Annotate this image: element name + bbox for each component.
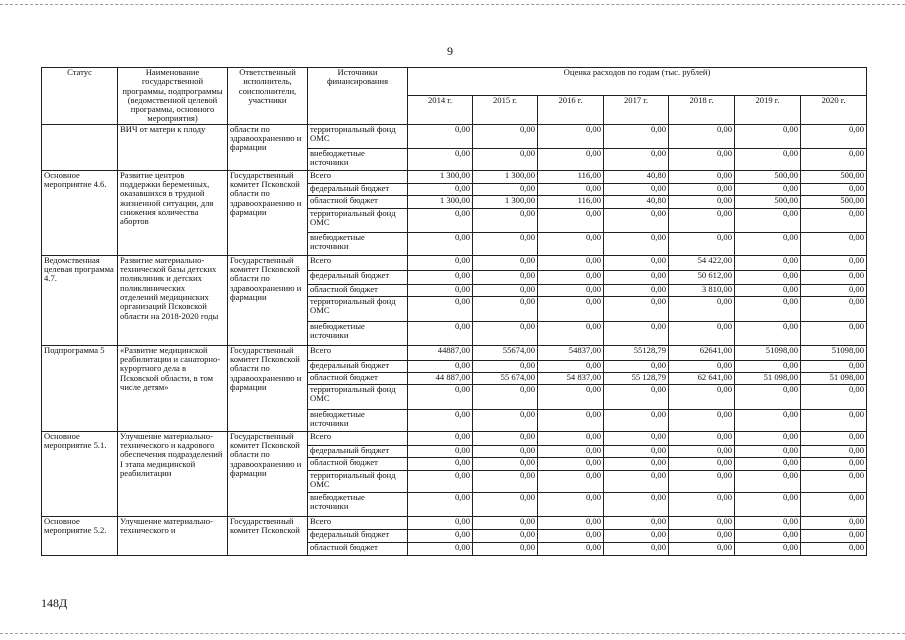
amount-cell: 0,00: [604, 457, 669, 470]
row-name: Улучшение материально-технического и: [118, 516, 228, 555]
amount-cell: 0,00: [408, 384, 473, 409]
amount-cell: 0,00: [669, 457, 735, 470]
funding-source: территориальный фонд ОМС: [308, 470, 408, 492]
funding-source: областной бюджет: [308, 284, 408, 296]
amount-cell: 50 612,00: [669, 270, 735, 284]
amount-cell: 0,00: [801, 529, 867, 542]
amount-cell: 0,00: [538, 492, 604, 516]
funding-source: территориальный фонд ОМС: [308, 296, 408, 321]
amount-cell: 0,00: [669, 431, 735, 445]
funding-source: Всего: [308, 170, 408, 183]
amount-cell: 0,00: [735, 445, 801, 457]
amount-cell: 0,00: [473, 445, 538, 457]
amount-cell: 0,00: [473, 516, 538, 529]
amount-cell: 0,00: [408, 183, 473, 195]
funding-source: Всего: [308, 431, 408, 445]
amount-cell: 0,00: [604, 409, 669, 431]
amount-cell: 0,00: [473, 321, 538, 345]
amount-cell: 0,00: [473, 529, 538, 542]
funding-source: внебюджетные источники: [308, 492, 408, 516]
amount-cell: 0,00: [801, 457, 867, 470]
amount-cell: 0,00: [473, 360, 538, 372]
header-estimate: Оценка расходов по годам (тыс. рублей): [408, 68, 867, 96]
amount-cell: 0,00: [801, 516, 867, 529]
amount-cell: 0,00: [669, 492, 735, 516]
amount-cell: 0,00: [604, 431, 669, 445]
funding-source: федеральный бюджет: [308, 445, 408, 457]
header-year: 2020 г.: [801, 96, 867, 124]
header-row: [42, 68, 867, 96]
funding-source: областной бюджет: [308, 372, 408, 384]
funding-source: территориальный фонд ОМС: [308, 384, 408, 409]
amount-cell: 0,00: [604, 516, 669, 529]
amount-cell: 500,00: [735, 170, 801, 183]
amount-cell: 0,00: [473, 409, 538, 431]
amount-cell: 0,00: [735, 321, 801, 345]
amount-cell: 116,00: [538, 170, 604, 183]
amount-cell: 0,00: [735, 124, 801, 148]
amount-cell: 0,00: [801, 208, 867, 232]
amount-cell: 0,00: [473, 470, 538, 492]
table-row: [42, 124, 867, 148]
row-name: Развитие материально-технической базы детских поликлиник и детских поликлинических отделений медицинских организаций Псковской области на 2018-2020 годы: [118, 255, 228, 345]
amount-cell: 0,00: [604, 321, 669, 345]
amount-cell: 55 674,00: [473, 372, 538, 384]
header-year: 2016 г.: [538, 96, 604, 124]
row-responsible: Государственный комитет Псковской области по здравоохранению и фармации: [228, 345, 308, 431]
amount-cell: 0,00: [669, 208, 735, 232]
header-sources: Источники финансирования: [308, 68, 408, 125]
amount-cell: 0,00: [604, 284, 669, 296]
amount-cell: 0,00: [801, 470, 867, 492]
row-name: ВИЧ от матери к плоду: [118, 124, 228, 170]
header-year: 2018 г.: [669, 96, 735, 124]
funding-source: областной бюджет: [308, 542, 408, 555]
amount-cell: 0,00: [801, 284, 867, 296]
amount-cell: 1 300,00: [473, 170, 538, 183]
amount-cell: 0,00: [408, 457, 473, 470]
amount-cell: 0,00: [538, 208, 604, 232]
amount-cell: 0,00: [735, 296, 801, 321]
amount-cell: 0,00: [604, 232, 669, 255]
budget-table: [41, 67, 867, 556]
header-year: 2019 г.: [735, 96, 801, 124]
amount-cell: 0,00: [538, 270, 604, 284]
funding-source: областной бюджет: [308, 457, 408, 470]
amount-cell: 0,00: [735, 470, 801, 492]
amount-cell: 0,00: [408, 445, 473, 457]
amount-cell: 0,00: [473, 431, 538, 445]
amount-cell: 0,00: [538, 183, 604, 195]
row-responsible: области по здравоохранению и фармации: [228, 124, 308, 170]
amount-cell: 51 098,00: [801, 372, 867, 384]
header-year: 2015 г.: [473, 96, 538, 124]
amount-cell: 54 422,00: [669, 255, 735, 270]
amount-cell: 0,00: [538, 409, 604, 431]
funding-source: федеральный бюджет: [308, 529, 408, 542]
row-name: «Развитие медицинской реабилитации и санаторно-курортного дела в Псковской области, в том числе детям»: [118, 345, 228, 431]
table-row: [42, 516, 867, 529]
amount-cell: 0,00: [408, 296, 473, 321]
amount-cell: 55 128,79: [604, 372, 669, 384]
amount-cell: 0,00: [604, 148, 669, 170]
amount-cell: 0,00: [801, 445, 867, 457]
amount-cell: 0,00: [538, 384, 604, 409]
amount-cell: 0,00: [669, 170, 735, 183]
amount-cell: 0,00: [735, 431, 801, 445]
amount-cell: 0,00: [538, 445, 604, 457]
amount-cell: 0,00: [669, 409, 735, 431]
amount-cell: 0,00: [669, 232, 735, 255]
funding-source: внебюджетные источники: [308, 409, 408, 431]
amount-cell: 51098,00: [801, 345, 867, 360]
funding-source: Всего: [308, 255, 408, 270]
amount-cell: 0,00: [735, 255, 801, 270]
amount-cell: 0,00: [538, 529, 604, 542]
amount-cell: 0,00: [735, 409, 801, 431]
amount-cell: 0,00: [669, 529, 735, 542]
amount-cell: 0,00: [669, 195, 735, 208]
amount-cell: 0,00: [408, 470, 473, 492]
amount-cell: 0,00: [473, 542, 538, 555]
amount-cell: 0,00: [735, 529, 801, 542]
row-responsible: Государственный комитет Псковской области по здравоохранению и фармации: [228, 431, 308, 516]
amount-cell: 1 300,00: [408, 170, 473, 183]
amount-cell: 0,00: [735, 183, 801, 195]
amount-cell: 54 837,00: [538, 372, 604, 384]
table-row: [42, 431, 867, 445]
amount-cell: 0,00: [604, 124, 669, 148]
amount-cell: 0,00: [473, 284, 538, 296]
amount-cell: 0,00: [538, 360, 604, 372]
amount-cell: 0,00: [538, 431, 604, 445]
amount-cell: 0,00: [538, 148, 604, 170]
amount-cell: 0,00: [473, 255, 538, 270]
amount-cell: 0,00: [735, 284, 801, 296]
amount-cell: 0,00: [735, 232, 801, 255]
amount-cell: 0,00: [538, 232, 604, 255]
table-body: [42, 124, 867, 555]
amount-cell: 500,00: [801, 195, 867, 208]
amount-cell: 0,00: [408, 124, 473, 148]
amount-cell: 55128,79: [604, 345, 669, 360]
amount-cell: 0,00: [669, 321, 735, 345]
amount-cell: 44887,00: [408, 345, 473, 360]
amount-cell: 0,00: [473, 457, 538, 470]
amount-cell: 0,00: [473, 492, 538, 516]
row-status: Подпрограмма 5: [42, 345, 118, 431]
amount-cell: 0,00: [408, 409, 473, 431]
amount-cell: 40,80: [604, 195, 669, 208]
amount-cell: 1 300,00: [473, 195, 538, 208]
amount-cell: 0,00: [408, 321, 473, 345]
amount-cell: 0,00: [669, 445, 735, 457]
amount-cell: 0,00: [735, 270, 801, 284]
amount-cell: 0,00: [801, 148, 867, 170]
row-responsible: Государственный комитет Псковской: [228, 516, 308, 555]
amount-cell: 0,00: [801, 492, 867, 516]
amount-cell: 0,00: [735, 542, 801, 555]
amount-cell: 40,80: [604, 170, 669, 183]
amount-cell: 0,00: [473, 270, 538, 284]
amount-cell: 0,00: [604, 296, 669, 321]
amount-cell: 0,00: [538, 255, 604, 270]
amount-cell: 55674,00: [473, 345, 538, 360]
amount-cell: 0,00: [538, 457, 604, 470]
row-responsible: Государственный комитет Псковской области по здравоохранению и фармации: [228, 255, 308, 345]
amount-cell: 0,00: [408, 148, 473, 170]
amount-cell: 44 887,00: [408, 372, 473, 384]
amount-cell: 0,00: [669, 360, 735, 372]
amount-cell: 0,00: [801, 183, 867, 195]
amount-cell: 62 641,00: [669, 372, 735, 384]
amount-cell: 0,00: [473, 384, 538, 409]
amount-cell: 500,00: [801, 170, 867, 183]
header-responsible: Ответственный исполнитель, соисполнители, участники: [228, 68, 308, 125]
amount-cell: 51 098,00: [735, 372, 801, 384]
funding-source: областной бюджет: [308, 195, 408, 208]
funding-source: внебюджетные источники: [308, 148, 408, 170]
amount-cell: 1 300,00: [408, 195, 473, 208]
header-name: Наименование государственной программы, подпрограммы (ведомственной целевой программы, основного мероприятия): [118, 68, 228, 125]
amount-cell: 0,00: [669, 516, 735, 529]
row-status: Ведомственная целевая программа 4.7.: [42, 255, 118, 345]
amount-cell: 0,00: [408, 516, 473, 529]
amount-cell: 0,00: [538, 470, 604, 492]
amount-cell: 0,00: [669, 470, 735, 492]
amount-cell: 0,00: [604, 360, 669, 372]
header-year: 2017 г.: [604, 96, 669, 124]
amount-cell: 0,00: [604, 255, 669, 270]
amount-cell: 0,00: [473, 183, 538, 195]
amount-cell: 116,00: [538, 195, 604, 208]
amount-cell: 0,00: [669, 183, 735, 195]
amount-cell: 0,00: [538, 296, 604, 321]
amount-cell: 51098,00: [735, 345, 801, 360]
amount-cell: 54837,00: [538, 345, 604, 360]
amount-cell: 0,00: [801, 409, 867, 431]
amount-cell: 0,00: [735, 516, 801, 529]
footer-code: 148Д: [41, 596, 68, 610]
amount-cell: 0,00: [604, 470, 669, 492]
amount-cell: 0,00: [801, 124, 867, 148]
amount-cell: 0,00: [801, 232, 867, 255]
amount-cell: 0,00: [408, 232, 473, 255]
funding-source: федеральный бюджет: [308, 270, 408, 284]
amount-cell: 0,00: [735, 148, 801, 170]
amount-cell: 0,00: [473, 124, 538, 148]
amount-cell: 0,00: [801, 296, 867, 321]
amount-cell: 0,00: [473, 232, 538, 255]
row-name: Развитие центров поддержки беременных, оказавшихся в трудной жизненной ситуации, для снижения количества абортов: [118, 170, 228, 255]
amount-cell: 0,00: [604, 445, 669, 457]
table-row: [42, 170, 867, 183]
amount-cell: 0,00: [604, 270, 669, 284]
amount-cell: 0,00: [408, 360, 473, 372]
funding-source: внебюджетные источники: [308, 321, 408, 345]
scan-edge-top: [0, 4, 905, 5]
amount-cell: 0,00: [604, 529, 669, 542]
amount-cell: 0,00: [604, 208, 669, 232]
amount-cell: 0,00: [669, 124, 735, 148]
page-number: 9: [447, 44, 453, 58]
amount-cell: 0,00: [735, 360, 801, 372]
amount-cell: 0,00: [604, 384, 669, 409]
amount-cell: 0,00: [538, 321, 604, 345]
header-year: 2014 г.: [408, 96, 473, 124]
row-status: Основное мероприятие 5.1.: [42, 431, 118, 516]
funding-source: федеральный бюджет: [308, 183, 408, 195]
amount-cell: 0,00: [801, 360, 867, 372]
amount-cell: 0,00: [604, 492, 669, 516]
amount-cell: 0,00: [408, 542, 473, 555]
amount-cell: 0,00: [735, 492, 801, 516]
table-row: [42, 345, 867, 360]
amount-cell: 0,00: [801, 542, 867, 555]
amount-cell: 3 810,00: [669, 284, 735, 296]
funding-source: внебюджетные источники: [308, 232, 408, 255]
amount-cell: 0,00: [408, 529, 473, 542]
amount-cell: 0,00: [801, 321, 867, 345]
amount-cell: 0,00: [801, 384, 867, 409]
amount-cell: 0,00: [408, 284, 473, 296]
amount-cell: 0,00: [538, 284, 604, 296]
amount-cell: 500,00: [735, 195, 801, 208]
amount-cell: 0,00: [669, 542, 735, 555]
amount-cell: 0,00: [669, 148, 735, 170]
row-responsible: Государственный комитет Псковской области по здравоохранению и фармации: [228, 170, 308, 255]
amount-cell: 0,00: [735, 384, 801, 409]
amount-cell: 0,00: [538, 124, 604, 148]
funding-source: федеральный бюджет: [308, 360, 408, 372]
amount-cell: 0,00: [408, 255, 473, 270]
table-row: [42, 255, 867, 270]
amount-cell: 0,00: [473, 296, 538, 321]
amount-cell: 0,00: [408, 208, 473, 232]
amount-cell: 0,00: [604, 183, 669, 195]
amount-cell: 0,00: [801, 270, 867, 284]
amount-cell: 0,00: [669, 384, 735, 409]
amount-cell: 0,00: [473, 208, 538, 232]
scan-edge-bottom: [0, 633, 905, 634]
amount-cell: 0,00: [735, 457, 801, 470]
amount-cell: 0,00: [604, 542, 669, 555]
row-status: Основное мероприятие 4.6.: [42, 170, 118, 255]
row-name: Улучшение материально-технического и кадрового обеспечения подразделений I этапа медицинской реабилитации: [118, 431, 228, 516]
amount-cell: 0,00: [801, 431, 867, 445]
funding-source: территориальный фонд ОМС: [308, 124, 408, 148]
amount-cell: 0,00: [801, 255, 867, 270]
amount-cell: 0,00: [408, 431, 473, 445]
funding-source: Всего: [308, 516, 408, 529]
amount-cell: 0,00: [538, 516, 604, 529]
amount-cell: 62641,00: [669, 345, 735, 360]
amount-cell: 0,00: [538, 542, 604, 555]
amount-cell: 0,00: [669, 296, 735, 321]
amount-cell: 0,00: [735, 208, 801, 232]
row-status: Основное мероприятие 5.2.: [42, 516, 118, 555]
header-status: Статус: [42, 68, 118, 125]
amount-cell: 0,00: [408, 492, 473, 516]
row-status: [42, 124, 118, 170]
amount-cell: 0,00: [473, 148, 538, 170]
funding-source: территориальный фонд ОМС: [308, 208, 408, 232]
amount-cell: 0,00: [408, 270, 473, 284]
funding-source: Всего: [308, 345, 408, 360]
